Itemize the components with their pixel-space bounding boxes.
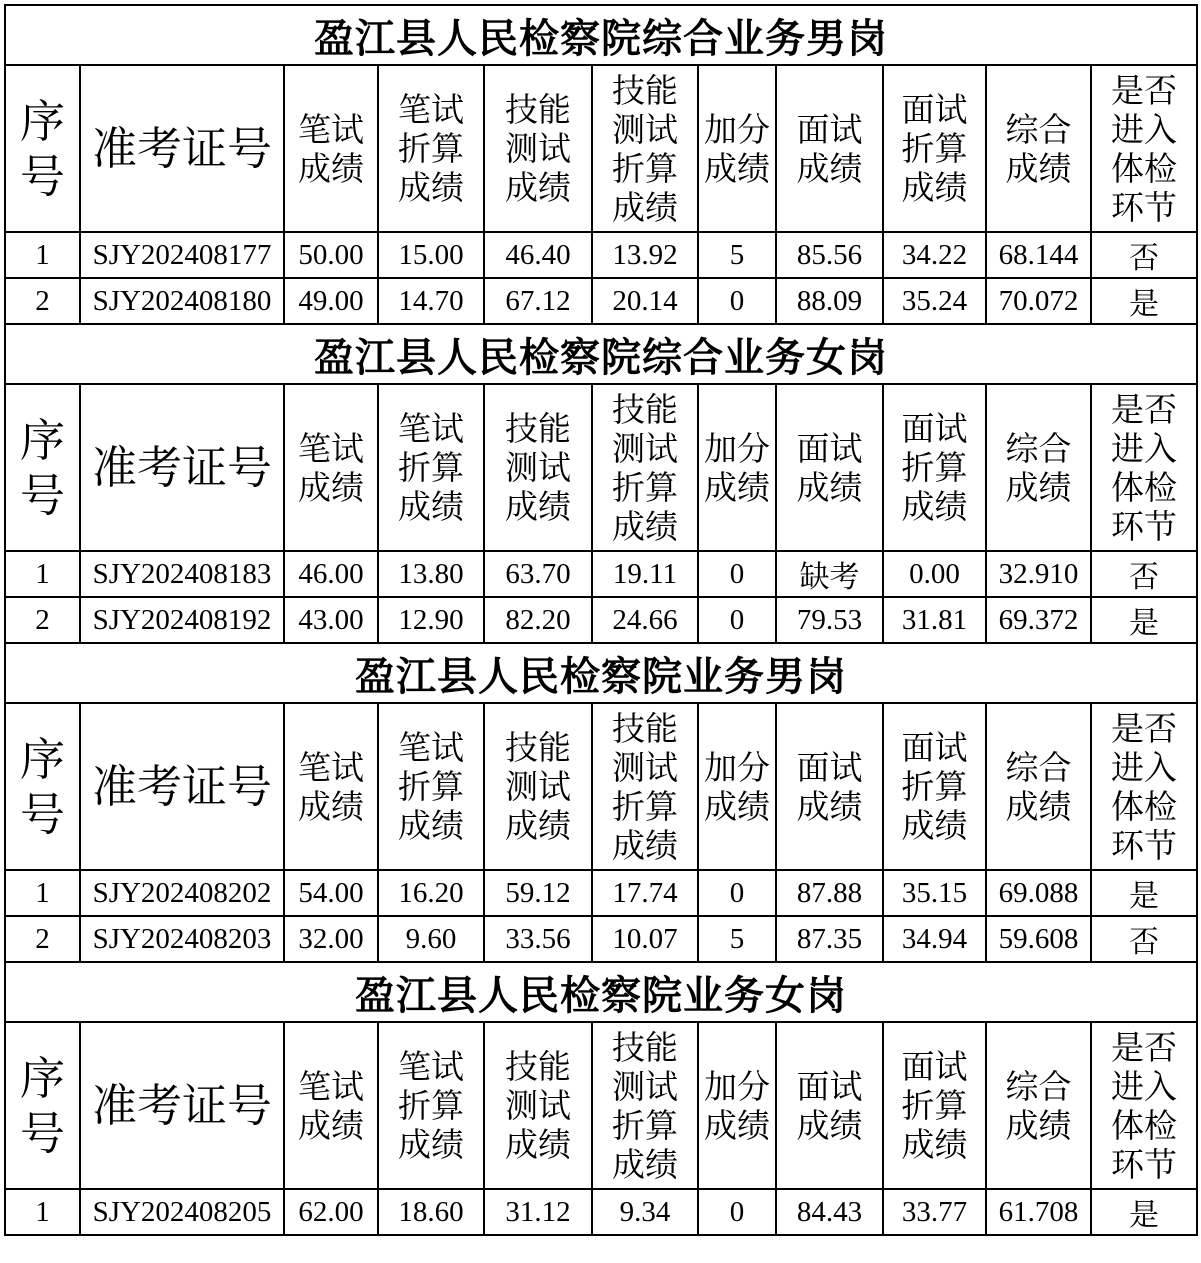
header-skill-test-converted — [592, 65, 698, 232]
header-line: 技能 — [612, 70, 678, 110]
header-line: 面试 — [901, 728, 968, 767]
cell-written-score: 32.00 — [284, 916, 378, 962]
cell-skill-test-score: 46.40 — [484, 232, 592, 278]
header-line: 综合 — [1005, 109, 1072, 149]
header-exam-id: 准考证号 — [80, 65, 284, 232]
header-skill-test-converted — [592, 384, 698, 551]
header-bonus-score — [698, 703, 776, 870]
header-line: 成绩 — [505, 487, 571, 526]
cell-bonus-score: 0 — [698, 870, 776, 916]
header-skill-test-score — [484, 703, 592, 870]
header-line: 加分 — [704, 428, 770, 468]
cell-skill-test-score: 33.56 — [484, 916, 592, 962]
cell-written-score: 50.00 — [284, 232, 378, 278]
cell-written-converted: 13.80 — [378, 551, 484, 597]
header-written-converted — [378, 384, 484, 551]
cell-total-score: 61.708 — [986, 1189, 1091, 1235]
header-line: 成绩 — [901, 806, 968, 845]
cell-exam-id: SJY202408177 — [80, 232, 284, 278]
header-line: 技能 — [612, 708, 678, 748]
header-line: 技能 — [505, 728, 571, 767]
header-line: 成绩 — [505, 806, 571, 845]
header-line: 成绩 — [505, 1125, 571, 1164]
header-physical-exam — [1091, 384, 1197, 551]
header-line: 测试 — [505, 448, 571, 487]
cell-bonus-score: 0 — [698, 597, 776, 643]
score-table — [4, 4, 1198, 1236]
cell-physical-exam: 否 — [1091, 551, 1197, 597]
header-written-score — [284, 384, 378, 551]
header-seq — [5, 1022, 80, 1189]
header-interview-converted — [883, 384, 986, 551]
cell-skill-test-score: 59.12 — [484, 870, 592, 916]
header-total-score — [986, 703, 1091, 870]
cell-written-converted: 16.20 — [378, 870, 484, 916]
header-seq — [5, 703, 80, 870]
cell-physical-exam: 否 — [1091, 232, 1197, 278]
header-line: 成绩 — [1005, 148, 1072, 188]
cell-physical-exam: 是 — [1091, 278, 1197, 324]
cell-total-score: 68.144 — [986, 232, 1091, 278]
cell-exam-id: SJY202408205 — [80, 1189, 284, 1235]
header-seq — [5, 65, 80, 232]
cell-seq: 1 — [5, 232, 80, 278]
header-skill-test-score — [484, 65, 592, 232]
header-line: 成绩 — [704, 1105, 770, 1145]
cell-interview-score: 87.88 — [776, 870, 883, 916]
header-physical-exam — [1091, 65, 1197, 232]
header-line: 成绩 — [398, 168, 464, 207]
header-written-score — [284, 1022, 378, 1189]
cell-skill-test-score: 63.70 — [484, 551, 592, 597]
header-line: 面试 — [796, 1066, 863, 1106]
header-line: 笔试 — [398, 90, 464, 129]
cell-skill-test-score: 82.20 — [484, 597, 592, 643]
header-line: 进入 — [1111, 428, 1177, 468]
cell-written-converted: 12.90 — [378, 597, 484, 643]
header-line: 成绩 — [796, 467, 863, 507]
table-row — [5, 870, 1197, 916]
header-line: 成绩 — [398, 806, 464, 845]
cell-bonus-score: 0 — [698, 278, 776, 324]
header-line: 是否 — [1111, 1027, 1177, 1067]
cell-total-score: 69.372 — [986, 597, 1091, 643]
header-line: 成绩 — [298, 467, 364, 507]
header-interview-converted — [883, 65, 986, 232]
header-line: 成绩 — [398, 1125, 464, 1164]
header-line: 面试 — [901, 90, 968, 129]
header-line: 体检 — [1111, 467, 1177, 507]
header-total-score — [986, 384, 1091, 551]
cell-interview-score: 79.53 — [776, 597, 883, 643]
table-row — [5, 1189, 1197, 1235]
cell-written-score: 49.00 — [284, 278, 378, 324]
cell-skill-test-converted: 9.34 — [592, 1189, 698, 1235]
header-line: 面试 — [796, 747, 863, 787]
cell-interview-score: 缺考 — [776, 551, 883, 597]
header-line: 技能 — [505, 1047, 571, 1086]
header-line: 成绩 — [1005, 467, 1072, 507]
header-line: 笔试 — [398, 1047, 464, 1086]
header-line: 折算 — [612, 148, 678, 188]
header-line: 折算 — [612, 786, 678, 826]
header-physical-exam — [1091, 703, 1197, 870]
header-line: 测试 — [612, 747, 678, 787]
cell-total-score: 70.072 — [986, 278, 1091, 324]
header-line: 成绩 — [612, 825, 678, 865]
header-line: 测试 — [612, 1066, 678, 1106]
header-line: 号 — [19, 787, 65, 841]
header-line: 面试 — [796, 109, 863, 149]
header-line: 成绩 — [612, 187, 678, 227]
cell-interview-converted: 35.15 — [883, 870, 986, 916]
section-title: 盈江县人民检察院业务女岗 — [5, 962, 1197, 1022]
header-line: 综合 — [1005, 428, 1072, 468]
header-line: 成绩 — [796, 786, 863, 826]
header-line: 加分 — [704, 1066, 770, 1106]
cell-written-converted: 18.60 — [378, 1189, 484, 1235]
header-line: 进入 — [1111, 109, 1177, 149]
header-line: 环节 — [1111, 187, 1177, 227]
cell-written-score: 46.00 — [284, 551, 378, 597]
column-header-row — [5, 1022, 1197, 1189]
header-line: 折算 — [398, 448, 464, 487]
column-header-row — [5, 65, 1197, 232]
header-line: 进入 — [1111, 747, 1177, 787]
cell-total-score: 69.088 — [986, 870, 1091, 916]
header-skill-test-score — [484, 384, 592, 551]
header-line: 环节 — [1111, 1144, 1177, 1184]
header-skill-test-score — [484, 1022, 592, 1189]
header-line: 进入 — [1111, 1066, 1177, 1106]
header-bonus-score — [698, 1022, 776, 1189]
column-header-row — [5, 703, 1197, 870]
header-line: 面试 — [901, 409, 968, 448]
cell-written-score: 43.00 — [284, 597, 378, 643]
cell-bonus-score: 5 — [698, 232, 776, 278]
header-line: 成绩 — [704, 467, 770, 507]
header-line: 测试 — [505, 1086, 571, 1125]
section-title: 盈江县人民检察院综合业务女岗 — [5, 324, 1197, 384]
header-line: 成绩 — [901, 487, 968, 526]
header-line: 号 — [19, 1106, 65, 1160]
header-line: 加分 — [704, 109, 770, 149]
header-line: 序 — [19, 1051, 65, 1105]
header-line: 是否 — [1111, 389, 1177, 429]
header-line: 成绩 — [398, 487, 464, 526]
cell-physical-exam: 是 — [1091, 597, 1197, 643]
cell-seq: 2 — [5, 278, 80, 324]
table-row — [5, 551, 1197, 597]
cell-exam-id: SJY202408180 — [80, 278, 284, 324]
cell-interview-score: 84.43 — [776, 1189, 883, 1235]
header-line: 成绩 — [612, 506, 678, 546]
cell-physical-exam: 否 — [1091, 916, 1197, 962]
header-line: 成绩 — [298, 786, 364, 826]
cell-interview-converted: 31.81 — [883, 597, 986, 643]
header-line: 成绩 — [612, 1144, 678, 1184]
header-exam-id: 准考证号 — [80, 1022, 284, 1189]
header-line: 成绩 — [796, 1105, 863, 1145]
header-written-score — [284, 65, 378, 232]
header-line: 折算 — [901, 767, 968, 806]
section-title-row — [5, 962, 1197, 1022]
header-line: 折算 — [398, 1086, 464, 1125]
cell-skill-test-converted: 19.11 — [592, 551, 698, 597]
cell-seq: 2 — [5, 916, 80, 962]
cell-interview-converted: 35.24 — [883, 278, 986, 324]
cell-written-converted: 15.00 — [378, 232, 484, 278]
header-line: 序 — [19, 94, 65, 148]
header-line: 成绩 — [1005, 1105, 1072, 1145]
header-line: 测试 — [612, 428, 678, 468]
cell-interview-score: 88.09 — [776, 278, 883, 324]
cell-total-score: 59.608 — [986, 916, 1091, 962]
header-interview-score — [776, 65, 883, 232]
cell-seq: 1 — [5, 551, 80, 597]
cell-interview-converted: 34.22 — [883, 232, 986, 278]
header-line: 技能 — [505, 90, 571, 129]
section-title-row — [5, 643, 1197, 703]
header-line: 号 — [19, 149, 65, 203]
header-line: 成绩 — [1005, 786, 1072, 826]
cell-bonus-score: 0 — [698, 1189, 776, 1235]
cell-written-converted: 14.70 — [378, 278, 484, 324]
header-line: 笔试 — [398, 409, 464, 448]
header-line: 技能 — [612, 389, 678, 429]
cell-written-converted: 9.60 — [378, 916, 484, 962]
cell-interview-converted: 33.77 — [883, 1189, 986, 1235]
table-row — [5, 232, 1197, 278]
header-line: 折算 — [901, 448, 968, 487]
header-line: 技能 — [505, 409, 571, 448]
header-written-converted — [378, 65, 484, 232]
header-seq — [5, 384, 80, 551]
header-line: 成绩 — [901, 1125, 968, 1164]
cell-bonus-score: 5 — [698, 916, 776, 962]
header-line: 笔试 — [298, 747, 364, 787]
cell-exam-id: SJY202408183 — [80, 551, 284, 597]
cell-interview-score: 85.56 — [776, 232, 883, 278]
header-total-score — [986, 65, 1091, 232]
cell-skill-test-converted: 20.14 — [592, 278, 698, 324]
header-exam-id: 准考证号 — [80, 384, 284, 551]
header-interview-converted — [883, 703, 986, 870]
cell-written-score: 54.00 — [284, 870, 378, 916]
header-line: 环节 — [1111, 506, 1177, 546]
header-line: 序 — [19, 732, 65, 786]
header-line: 测试 — [505, 129, 571, 168]
header-skill-test-converted — [592, 703, 698, 870]
header-line: 笔试 — [298, 428, 364, 468]
header-line: 综合 — [1005, 1066, 1072, 1106]
header-skill-test-converted — [592, 1022, 698, 1189]
column-header-row — [5, 384, 1197, 551]
header-line: 测试 — [612, 109, 678, 149]
header-line: 是否 — [1111, 70, 1177, 110]
header-line: 号 — [19, 468, 65, 522]
header-line: 综合 — [1005, 747, 1072, 787]
cell-exam-id: SJY202408202 — [80, 870, 284, 916]
table-row — [5, 916, 1197, 962]
cell-exam-id: SJY202408203 — [80, 916, 284, 962]
section-title: 盈江县人民检察院业务男岗 — [5, 643, 1197, 703]
header-exam-id: 准考证号 — [80, 703, 284, 870]
cell-written-score: 62.00 — [284, 1189, 378, 1235]
header-line: 技能 — [612, 1027, 678, 1067]
header-line: 成绩 — [901, 168, 968, 207]
cell-physical-exam: 是 — [1091, 1189, 1197, 1235]
header-written-converted — [378, 1022, 484, 1189]
cell-skill-test-converted: 10.07 — [592, 916, 698, 962]
header-line: 笔试 — [298, 1066, 364, 1106]
header-line: 成绩 — [796, 148, 863, 188]
cell-interview-converted: 0.00 — [883, 551, 986, 597]
header-line: 折算 — [612, 467, 678, 507]
header-line: 成绩 — [298, 1105, 364, 1145]
header-bonus-score — [698, 384, 776, 551]
header-line: 体检 — [1111, 148, 1177, 188]
header-written-score — [284, 703, 378, 870]
section-title: 盈江县人民检察院综合业务男岗 — [5, 5, 1197, 65]
header-bonus-score — [698, 65, 776, 232]
table-row — [5, 278, 1197, 324]
header-line: 笔试 — [398, 728, 464, 767]
cell-interview-score: 87.35 — [776, 916, 883, 962]
cell-bonus-score: 0 — [698, 551, 776, 597]
header-line: 成绩 — [704, 786, 770, 826]
cell-skill-test-converted: 13.92 — [592, 232, 698, 278]
section-title-row — [5, 5, 1197, 65]
header-line: 成绩 — [704, 148, 770, 188]
header-line: 笔试 — [298, 109, 364, 149]
header-line: 折算 — [398, 129, 464, 168]
cell-skill-test-score: 67.12 — [484, 278, 592, 324]
header-line: 体检 — [1111, 1105, 1177, 1145]
header-line: 环节 — [1111, 825, 1177, 865]
header-line: 体检 — [1111, 786, 1177, 826]
header-line: 是否 — [1111, 708, 1177, 748]
header-interview-converted — [883, 1022, 986, 1189]
header-line: 成绩 — [298, 148, 364, 188]
header-interview-score — [776, 1022, 883, 1189]
header-line: 成绩 — [505, 168, 571, 207]
header-line: 折算 — [612, 1105, 678, 1145]
header-line: 测试 — [505, 767, 571, 806]
cell-skill-test-score: 31.12 — [484, 1189, 592, 1235]
header-total-score — [986, 1022, 1091, 1189]
cell-exam-id: SJY202408192 — [80, 597, 284, 643]
cell-seq: 1 — [5, 870, 80, 916]
header-line: 序 — [19, 413, 65, 467]
header-line: 折算 — [398, 767, 464, 806]
header-written-converted — [378, 703, 484, 870]
cell-total-score: 32.910 — [986, 551, 1091, 597]
table-row — [5, 597, 1197, 643]
cell-physical-exam: 是 — [1091, 870, 1197, 916]
cell-seq: 2 — [5, 597, 80, 643]
header-line: 折算 — [901, 129, 968, 168]
header-line: 面试 — [901, 1047, 968, 1086]
header-physical-exam — [1091, 1022, 1197, 1189]
cell-seq: 1 — [5, 1189, 80, 1235]
header-line: 折算 — [901, 1086, 968, 1125]
cell-skill-test-converted: 17.74 — [592, 870, 698, 916]
cell-interview-converted: 34.94 — [883, 916, 986, 962]
header-line: 加分 — [704, 747, 770, 787]
header-line: 面试 — [796, 428, 863, 468]
header-interview-score — [776, 384, 883, 551]
section-title-row — [5, 324, 1197, 384]
header-interview-score — [776, 703, 883, 870]
cell-skill-test-converted: 24.66 — [592, 597, 698, 643]
